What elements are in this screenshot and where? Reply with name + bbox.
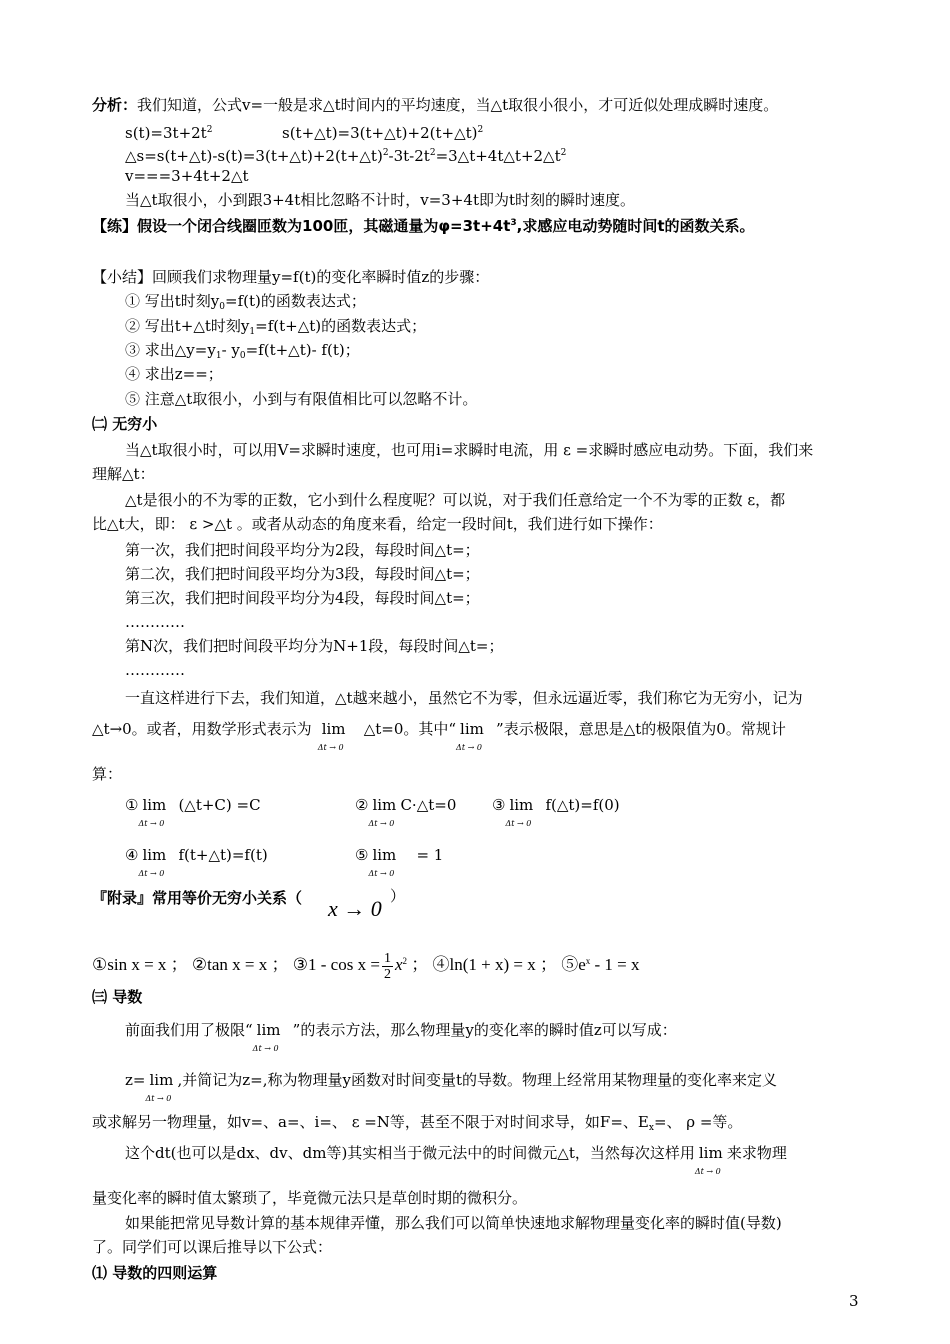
limit-symbol: lim Δt → 0 [368, 846, 397, 878]
equiv-sin: ①sin x = x [92, 955, 167, 974]
section-infinitesimal-heading: ㈡ 无穷小 [92, 415, 158, 433]
para-1-line-b: 理解△t： [92, 465, 155, 483]
para-3-line-b: △t→0。或者，用数学形式表示为 lim Δt → 0 △t=0。其中“ lim Δt → 0 ”表示极限，意思是△t的极限值为0。常规计 [92, 720, 786, 752]
derivative-line-3: 或求解另一物理量，如v=、a=、i=、 ε =N等，甚至不限于对时间求导，如F=、$E_x=$、 ρ =等。 [92, 1113, 743, 1133]
s-t-formula: $s(t)=3t+2t^2$ [125, 124, 213, 142]
limit-symbol: lim Δt → 0 [138, 846, 167, 878]
step-2: ② 写出t+△t时刻$y_1=f(t+\triangle t)$的函数表达式； [125, 317, 427, 337]
limit-symbol: lim Δt → 0 [368, 796, 397, 828]
limit-symbol: lim Δt → 0 [317, 720, 346, 752]
limit-symbol: lim Δt → 0 [456, 720, 484, 752]
operation-2: 第二次，我们把时间段平均分为3段，每段时间△t=； [125, 565, 480, 583]
section-derivative-heading: ㈢ 导数 [92, 988, 143, 1006]
analysis-label: 分析： [92, 96, 138, 114]
rule-3: ③ lim Δt → 0 f(△t)=f(0) [492, 796, 620, 828]
fraction-half: $\frac{1}{2}$ [383, 950, 391, 982]
para-1-line-a: 当△t取很小时，可以用V=求瞬时速度，也可用i=求瞬时电流，用 ε =求瞬时感应电动势。下面，我们来 [125, 441, 814, 459]
para-3-line-a: 一直这样进行下去，我们知道，△t越来越小，虽然它不为零，但永远逼近零，我们称它为无穷小，记为 [125, 689, 803, 707]
equivalence-formulas: ①sin x = x ； ②tan x = x ； ③1 - cos x = $\frac{1}{2}$ $x^2$ ； ④ln(1 + x) = x ； $⑤e^x - 1 = x$ [92, 950, 640, 982]
ellipsis-1: ………… [125, 613, 185, 631]
para-3-line-c: 算： [92, 765, 123, 783]
delta-s-formula: $\triangle s=s(t+\triangle t)-s(t)=3(t+\triangle t)+2(t+\triangle t)^2-3t-2t^2=3\triangle t+4t\triangle t+2\triangle t^2$ [125, 147, 567, 165]
step-1: ① 写出t时刻$y_0=f(t)$的函数表达式； [125, 292, 366, 312]
practice-text: 【练】假设一个闭合线圈匝数为100匝，其磁通量为$\varphi=3t+4t^3$,求感应电动势随时间t的函数关系。 [92, 217, 755, 235]
derivative-line-6b: 了。同学们可以课后推导以下公式： [92, 1238, 333, 1256]
rule-2: ② lim Δt → 0 C·△t=0 [355, 796, 457, 828]
derivative-line-4: 这个dt(也可以是dx、dv、dm等)其实相当于微元法中的时间微元△t，当然每次这样用 lim Δt → 0 来求物理 [125, 1144, 787, 1176]
analysis-line [92, 95, 778, 115]
limit-symbol: lim Δt → 0 [145, 1071, 174, 1103]
limit-symbol: lim Δt → 0 [694, 1144, 723, 1176]
equiv-exp: ⑤e [561, 955, 586, 974]
appendix-close: ） [390, 887, 406, 905]
derivative-line-2: z= lim Δt → 0 ,并简记为z=,称为物理量y函数对时间变量t的导数。物理上经常用某物理量的变化率来定义 [125, 1071, 777, 1103]
operation-1: 第一次，我们把时间段平均分为2段，每段时间△t=； [125, 541, 480, 559]
ellipsis-2: ………… [125, 661, 185, 679]
operation-3: 第三次，我们把时间段平均分为4段，每段时间△t=； [125, 589, 480, 607]
para-2-line-a: △t是很小的不为零的正数，它小到什么程度呢？可以说，对于我们任意给定一个不为零的正数 ε，都 [125, 491, 786, 509]
rule-4: ④ lim Δt → 0 f(t+△t)=f(t) [125, 846, 268, 878]
rule-1: ① lim Δt → 0 (△t+C) =C [125, 796, 261, 828]
limit-x-to-0: x → 0 [328, 896, 382, 921]
step-5: ⑤ 注意△t取很小，小到与有限值相比可以忽略不计。 [125, 390, 478, 408]
page-number: 3 [849, 1292, 859, 1310]
equiv-ln: ④ln(1 + x) = x [432, 955, 536, 974]
equiv-tan: ②tan x = x [191, 955, 268, 974]
four-operations-heading: ⑴ 导数的四则运算 [92, 1264, 218, 1282]
equiv-cos: ③1 - cos x = [292, 955, 380, 974]
s-t-dt-formula: s(t+△t)=3(t+△t)+2(t+△t)$^2$ [282, 124, 484, 142]
when-small-text: 当△t取很小，小到跟3+4t相比忽略不计时，v=3+4t即为t时刻的瞬时速度。 [125, 191, 636, 209]
appendix-heading: 『附录』常用等价无穷小关系（ [92, 889, 303, 907]
limit-symbol: lim Δt → 0 [252, 1021, 281, 1053]
derivative-line-1: 前面我们用了极限“ lim Δt → 0 ”的表示方法，那么物理量y的变化率的瞬时值z可以写成： [125, 1021, 677, 1053]
limit-symbol: lim Δt → 0 [138, 796, 167, 828]
v-formula: v===3+4t+2△t [125, 167, 249, 185]
rule-5: ⑤ lim Δt → 0 = 1 [355, 846, 444, 878]
analysis-text: 我们知道，公式v=一般是求△t时间内的平均速度，当△t取很小很小，才可近似处理成瞬时速度。 [137, 96, 779, 114]
summary-heading: 【小结】回顾我们求物理量y=f(t)的变化率瞬时值z的步骤： [92, 268, 490, 286]
step-3: ③ 求出$\triangle y=y_1-$ $y_0=f(t+\triangle t)-$ f(t)； [125, 341, 360, 361]
derivative-line-6a: 如果能把常见导数计算的基本规律弄懂，那么我们可以简单快速地求解物理量变化率的瞬时值(导数) [125, 1214, 782, 1232]
para-2-line-b: 比△t大，即： ε >△t 。或者从动态的角度来看，给定一段时间t，我们进行如下操作： [92, 515, 663, 533]
operation-n: 第N次，我们把时间段平均分为N+1段，每段时间△t=； [125, 637, 504, 655]
step-4: ④ 求出z==； [125, 365, 223, 383]
limit-symbol: lim Δt → 0 [505, 796, 534, 828]
derivative-line-5: 量变化率的瞬时值太繁琐了，毕竟微元法只是草创时期的微积分。 [92, 1189, 528, 1207]
